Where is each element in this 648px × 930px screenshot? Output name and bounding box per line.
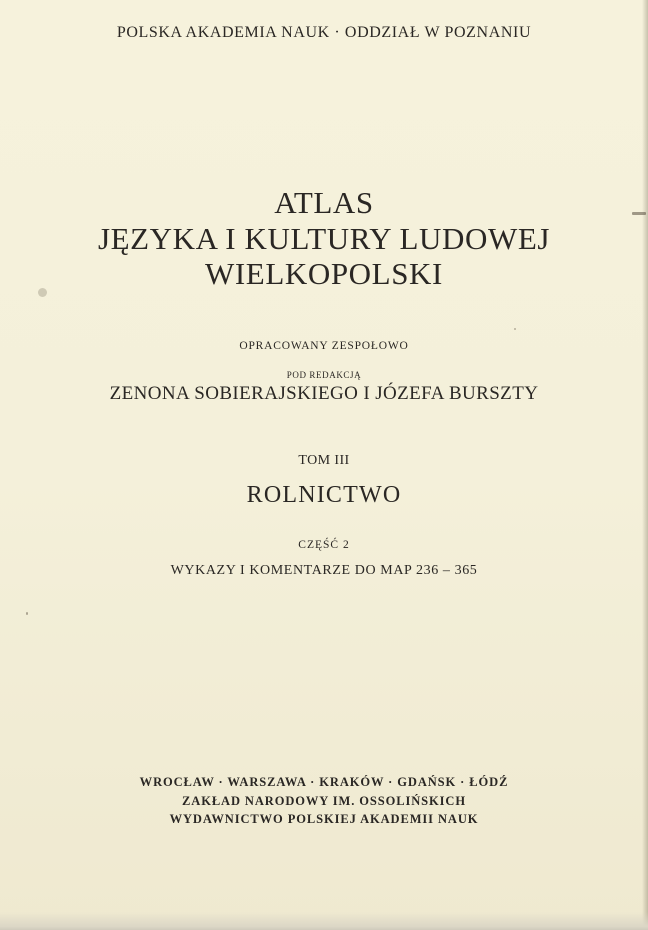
editors-names: ZENONA SOBIERAJSKIEGO I JÓZEFA BURSZTY <box>109 383 539 404</box>
volume-subject: ROLNICTWO <box>246 482 402 508</box>
institution-name: POLSKA AKADEMIA NAUK · ODDZIAŁ W POZNANIU <box>116 24 532 41</box>
title-line-3: WIELKOPOLSKI <box>205 256 443 291</box>
editorial-label: POD REDAKCJĄ <box>286 370 362 380</box>
paper-speck <box>26 612 28 615</box>
volume-number: TOM III <box>298 453 350 468</box>
prepared-by-label: OPRACOWANY ZESPOŁOWO <box>239 340 409 352</box>
page-bottom-edge <box>0 912 648 930</box>
part-number: CZĘŚĆ 2 <box>298 539 350 551</box>
part-contents: WYKAZY I KOMENTARZE DO MAP 236 – 365 <box>170 563 478 578</box>
publisher-cities: WROCŁAW · WARSZAWA · KRAKÓW · GDAŃSK · ŁÓDŹ <box>139 775 509 789</box>
publisher-imprint: WYDAWNICTWO POLSKIEJ AKADEMII NAUK <box>169 812 479 826</box>
paper-speck <box>514 328 516 330</box>
title-line-1: ATLAS <box>274 185 374 220</box>
paper-speck <box>38 288 47 297</box>
page-edge-shadow <box>642 0 648 930</box>
publisher-house: ZAKŁAD NARODOWY IM. OSSOLIŃSKICH <box>182 794 466 808</box>
title-line-2: JĘZYKA I KULTURY LUDOWEJ <box>97 221 551 256</box>
